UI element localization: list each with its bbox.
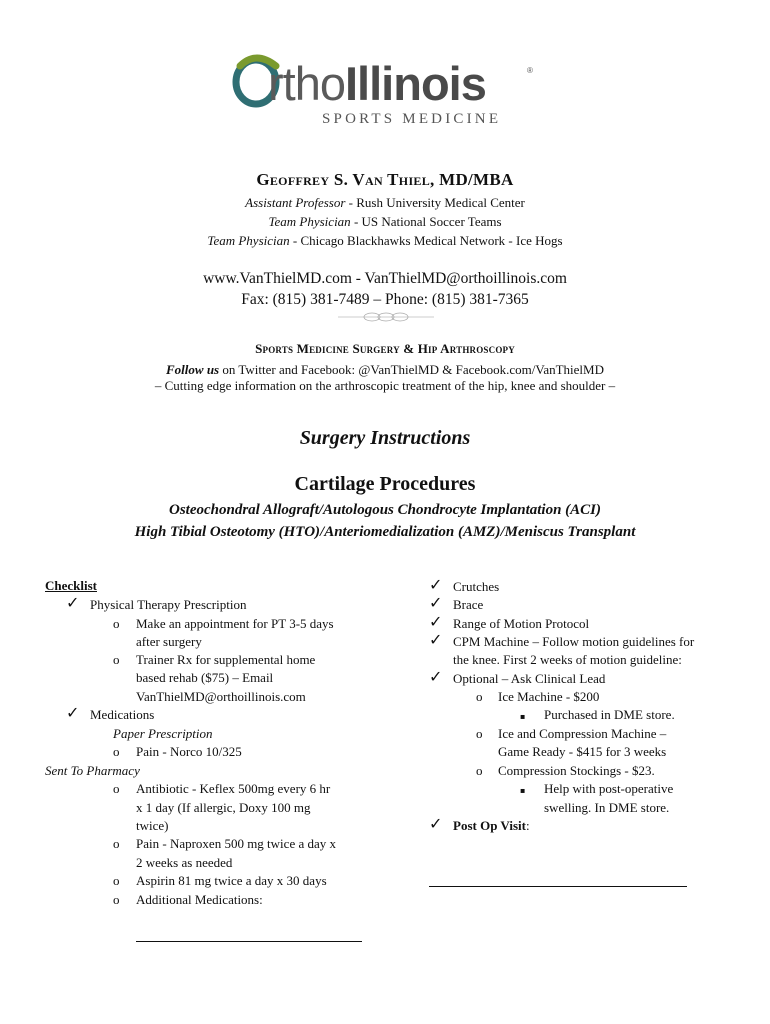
rom-protocol-item: Range of Motion Protocol <box>453 616 590 631</box>
fax-phone: Fax: (815) 381-7489 – Phone: (815) 381-7365 <box>241 291 529 308</box>
logo-illinois: Illinois <box>345 57 486 110</box>
pt-prescription-label: Physical Therapy Prescription <box>90 597 247 612</box>
checkmark-icon: ✓ <box>429 630 443 649</box>
o-bullet: o <box>476 763 483 778</box>
checkmark-icon: ✓ <box>429 612 443 631</box>
procedure-title: Cartilage Procedures <box>294 473 476 495</box>
medications-label: Medications <box>90 707 155 722</box>
o-bullet: o <box>113 892 120 907</box>
pain-norco-item: Pain - Norco 10/325 <box>136 744 242 759</box>
square-bullet-icon: ▪ <box>520 712 526 721</box>
paper-prescription-label: Paper Prescription <box>113 726 213 741</box>
checkmark-icon: ✓ <box>66 593 80 612</box>
additional-medications-blank-line[interactable] <box>136 941 362 942</box>
ice-compression-item: Ice and Compression Machine – <box>498 726 667 741</box>
o-bullet: o <box>113 652 120 667</box>
checkmark-icon: ✓ <box>66 703 80 722</box>
o-bullet: o <box>113 873 120 888</box>
sent-to-pharmacy-label: Sent To Pharmacy <box>45 763 140 778</box>
logo-subtitle: SPORTS MEDICINE <box>322 111 502 127</box>
checkmark-icon: ✓ <box>429 593 443 612</box>
doctor-name: Geoffrey S. Van Thiel, MD/MBA <box>256 170 514 189</box>
tagline: – Cutting edge information on the arthroscopic treatment of the hip, knee and shoulder – <box>154 378 616 393</box>
compression-stockings-item: Compression Stockings - $23. <box>498 763 655 778</box>
stockings-sub: Help with post-operative <box>544 781 674 796</box>
crutches-item: Crutches <box>453 579 500 594</box>
pain-naproxen-cont: 2 weeks as needed <box>136 855 233 870</box>
o-bullet: o <box>113 781 120 796</box>
logo-wordmark: rthoIllinois <box>268 57 486 110</box>
checklist-heading: Checklist <box>45 578 97 593</box>
o-bullet: o <box>113 836 120 851</box>
optional-item: Optional – Ask Clinical Lead <box>453 671 606 686</box>
logo-registered: ® <box>527 66 533 75</box>
o-bullet: o <box>113 616 120 631</box>
checklist-right-column <box>385 0 770 1024</box>
aspirin-item: Aspirin 81 mg twice a day x 30 days <box>136 873 327 888</box>
web-email-link[interactable]: www.VanThielMD.com - VanThielMD@orthoillinois.com <box>203 270 567 287</box>
antibiotic-cont: twice) <box>136 818 169 833</box>
antibiotic-cont: x 1 day (If allergic, Doxy 100 mg <box>136 800 311 815</box>
cpm-machine-item: CPM Machine – Follow motion guidelines for <box>453 634 695 649</box>
antibiotic-item: Antibiotic - Keflex 500mg every 6 hr <box>136 781 331 796</box>
pain-naproxen-item: Pain - Naproxen 500 mg twice a day x <box>136 836 337 851</box>
square-bullet-icon: ▪ <box>520 786 526 795</box>
specialty-heading: Sports Medicine Surgery & Hip Arthroscopy <box>255 341 515 356</box>
checkmark-icon: ✓ <box>429 667 443 686</box>
pt-sub-item-cont: after surgery <box>136 634 202 649</box>
trainer-rx-email[interactable]: VanThielMD@orthoillinois.com <box>136 689 306 704</box>
o-bullet: o <box>476 726 483 741</box>
o-bullet: o <box>113 744 120 759</box>
additional-medications-item: Additional Medications: <box>136 892 263 907</box>
brace-item: Brace <box>453 597 484 612</box>
ice-machine-sub: Purchased in DME store. <box>544 707 675 722</box>
post-op-visit-label: Post Op Visit: <box>453 818 530 833</box>
trainer-rx-cont: based rehab ($75) – Email <box>136 670 274 685</box>
stockings-sub-cont: swelling. In DME store. <box>544 800 670 815</box>
trainer-rx-item: Trainer Rx for supplemental home <box>136 652 316 667</box>
pt-sub-item: Make an appointment for PT 3-5 days <box>136 616 334 631</box>
ice-machine-item: Ice Machine - $200 <box>498 689 600 704</box>
role-line: Assistant Professor - Rush University Medical Center <box>245 195 525 210</box>
procedure-subtitle: Osteochondral Allograft/Autologous Chondrocyte Implantation (ACI) High Tibial Osteotomy (HTO)/Anteriomedialization (AMZ)/Meniscus Transplant <box>134 502 636 540</box>
surgery-instructions-title: Surgery Instructions <box>299 427 471 449</box>
post-op-visit-blank-line[interactable] <box>429 886 687 887</box>
o-bullet: o <box>476 689 483 704</box>
ice-compression-cont: Game Ready - $415 for 3 weeks <box>498 744 667 759</box>
role-line: Team Physician - Chicago Blackhawks Medical Network - Ice Hogs <box>207 233 563 248</box>
role-line: Team Physician - US National Soccer Teams <box>268 214 502 229</box>
cpm-machine-cont: the knee. First 2 weeks of motion guideline: <box>453 652 682 667</box>
checkmark-icon: ✓ <box>429 814 443 833</box>
follow-us-line: Follow us on Twitter and Facebook: @VanThielMD & Facebook.com/VanThielMD <box>166 362 604 377</box>
checkmark-icon: ✓ <box>429 575 443 594</box>
